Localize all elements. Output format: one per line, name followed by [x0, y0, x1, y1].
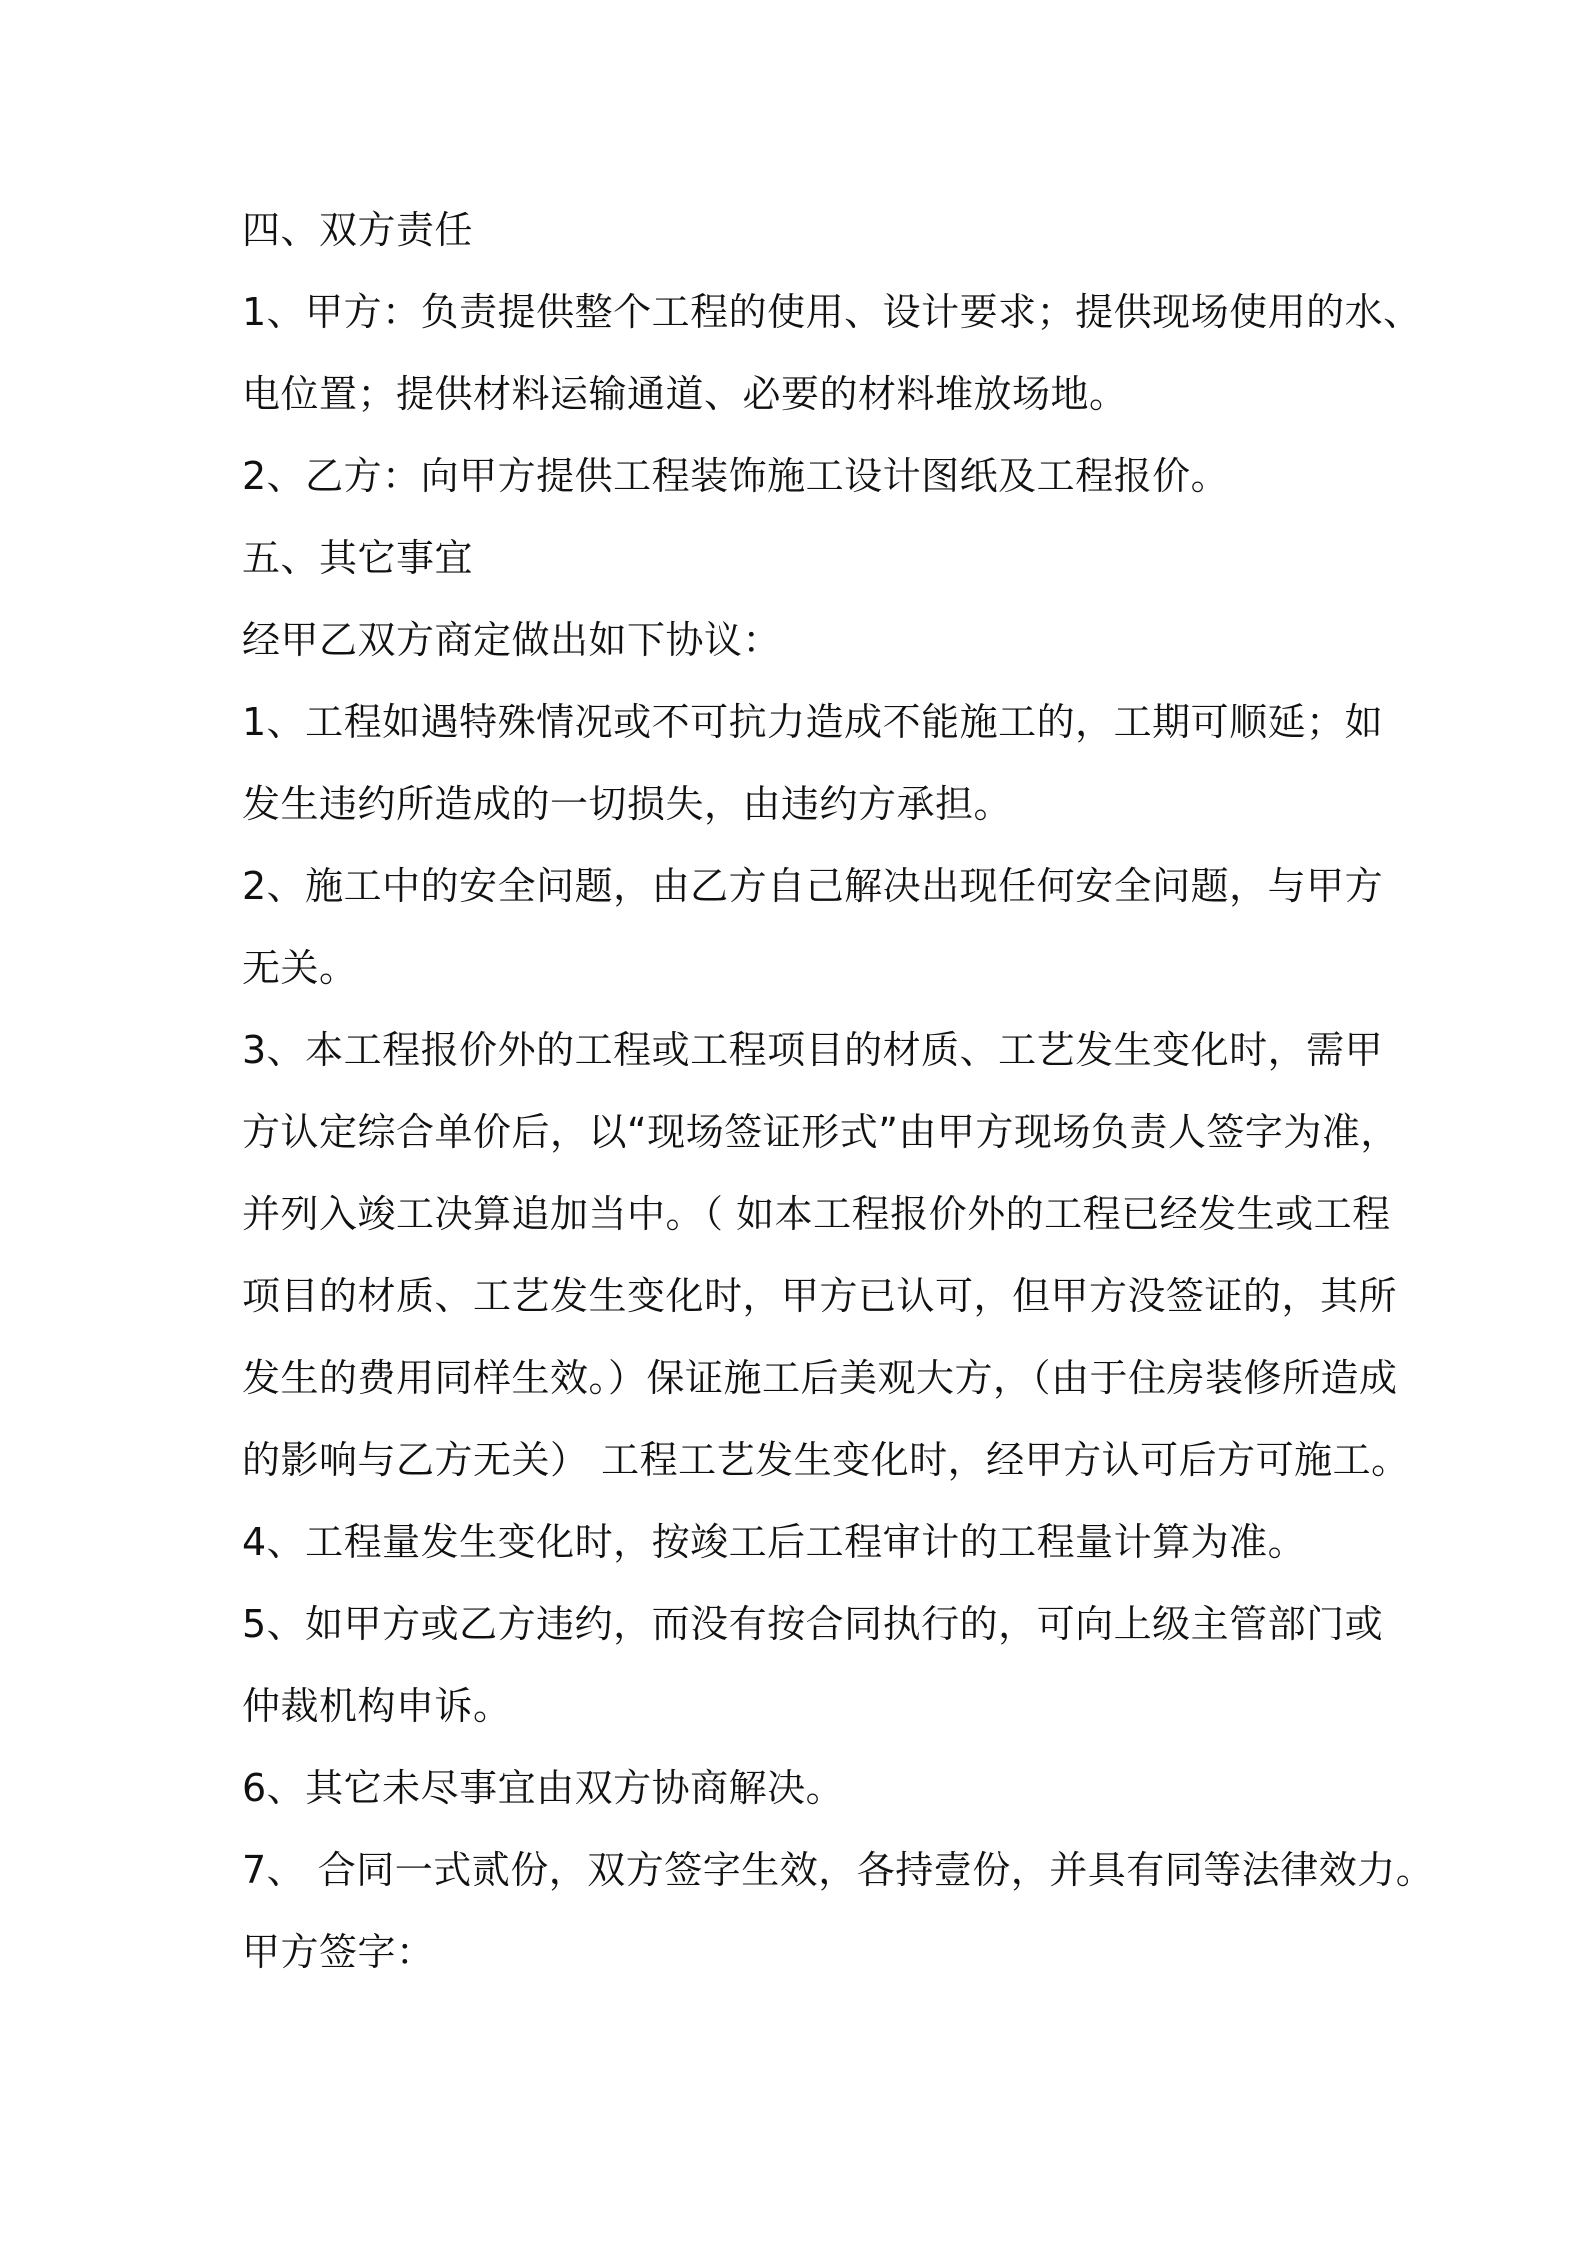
clause-4: 4、工程量发生变化时，按竣工后工程审计的工程量计算为准。 — [242, 1520, 1307, 1564]
clause-3-line-2: 方认定综合单价后，以“现场签证形式”由甲方现场负责人签字为准， — [242, 1110, 1399, 1154]
section-heading-responsibilities: 四、双方责任 — [242, 208, 474, 252]
clause-3-line-1: 3、本工程报价外的工程或工程项目的材质、工艺发生变化时，需甲 — [242, 1028, 1384, 1072]
clause-3-line-3: 并列入竣工决算追加当中。（ 如本工程报价外的工程已经发生或工程 — [242, 1192, 1391, 1236]
clause-2-line-1: 2、施工中的安全问题，由乙方自己解决出现任何安全问题，与甲方 — [242, 864, 1384, 908]
clause-1-line-2: 发生违约所造成的一切损失，由违约方承担。 — [242, 782, 1013, 826]
clause-6: 6、其它未尽事宜由双方协商解决。 — [242, 1766, 845, 1810]
clause-7: 7、 合同一式贰份，双方签字生效，各持壹份，并具有同等法律效力。 — [242, 1848, 1435, 1892]
clause-party-b: 2、乙方：向甲方提供工程装饰施工设计图纸及工程报价。 — [242, 454, 1230, 498]
clause-2-line-2: 无关。 — [242, 946, 358, 990]
clause-3-line-6: 的影响与乙方无关） 工程工艺发生变化时，经甲方认可后方可施工。 — [242, 1438, 1410, 1482]
clause-party-a-line-1: 1、甲方：负责提供整个工程的使用、设计要求；提供现场使用的水、 — [242, 290, 1422, 334]
clause-5-line-2: 仲裁机构申诉。 — [242, 1684, 512, 1728]
clause-3-line-5: 发生的费用同样生效。）保证施工后美观大方，（由于住房装修所造成 — [242, 1356, 1398, 1400]
clause-1-line-1: 1、工程如遇特殊情况或不可抗力造成不能施工的，工期可顺延；如 — [242, 700, 1384, 744]
agreement-intro: 经甲乙双方商定做出如下协议： — [242, 618, 782, 662]
clause-3-line-4: 项目的材质、工艺发生变化时，甲方已认可，但甲方没签证的，其所 — [242, 1274, 1398, 1318]
clause-5-line-1: 5、如甲方或乙方违约，而没有按合同执行的，可向上级主管部门或 — [242, 1602, 1384, 1646]
clause-party-a-line-2: 电位置；提供材料运输通道、必要的材料堆放场地。 — [242, 372, 1128, 416]
party-a-signature-label: 甲方签字： — [242, 1930, 435, 1974]
section-heading-other-matters: 五、其它事宜 — [242, 536, 474, 580]
